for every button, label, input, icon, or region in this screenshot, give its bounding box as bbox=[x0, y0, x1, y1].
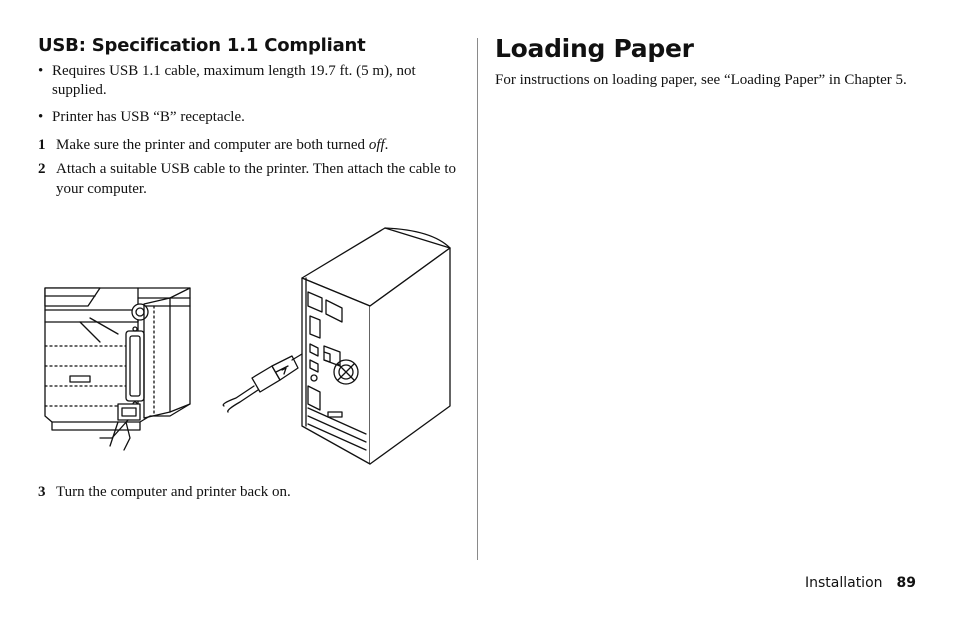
left-column bbox=[38, 34, 463, 203]
step-3-block bbox=[38, 482, 463, 506]
page-footer bbox=[805, 575, 916, 591]
step-number: 1 bbox=[38, 137, 46, 153]
printer-back-drawing bbox=[45, 288, 190, 450]
loading-paper-heading: Loading Paper bbox=[495, 34, 694, 63]
step-item bbox=[38, 159, 463, 199]
step-text-end: . bbox=[384, 137, 389, 153]
bullet-text: Requires USB 1.1 cable, maximum length 19.7 ft. (5 m), not supplied. bbox=[52, 63, 416, 98]
right-column bbox=[495, 34, 915, 90]
step-item bbox=[38, 135, 463, 155]
bullet-text: Printer has USB “B” receptacle. bbox=[52, 109, 245, 125]
usb-heading: USB: Specification 1.1 Compliant bbox=[38, 35, 366, 56]
computer-tower-drawing bbox=[223, 228, 450, 464]
step-list bbox=[38, 135, 463, 199]
loading-paper-text: For instructions on loading paper, see “Loading Paper” in Chapter 5. bbox=[495, 72, 907, 88]
bullet-item bbox=[38, 108, 463, 127]
step-emphasis: off bbox=[368, 137, 385, 153]
step-number: 3 bbox=[38, 484, 46, 500]
column-divider bbox=[477, 38, 478, 560]
step-item bbox=[38, 482, 463, 502]
step-text: Make sure the printer and computer are both turned bbox=[56, 137, 369, 153]
step-text: Turn the computer and printer back on. bbox=[56, 484, 291, 500]
bullet-glyph: • bbox=[38, 109, 44, 125]
usb-connection-figure bbox=[40, 226, 460, 466]
page-number: 89 bbox=[896, 575, 916, 591]
step-number: 2 bbox=[38, 161, 46, 177]
bullet-item bbox=[38, 62, 463, 100]
footer-section-label: Installation bbox=[804, 575, 883, 591]
usb-bullet-list bbox=[38, 62, 463, 127]
usb-connection-illustration bbox=[40, 226, 460, 471]
bullet-glyph: • bbox=[38, 63, 44, 79]
step-list-continued bbox=[38, 482, 463, 502]
step-text: Attach a suitable USB cable to the printer. Then attach the cable to your computer. bbox=[56, 161, 457, 197]
